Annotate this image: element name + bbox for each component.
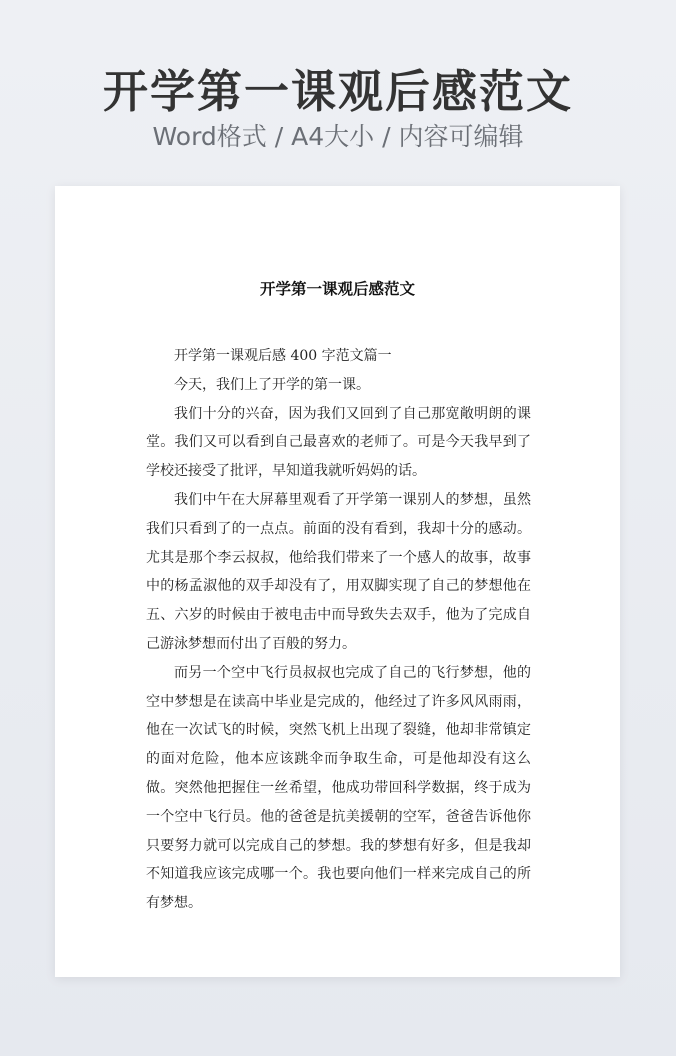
document-paragraph: 今天，我们上了开学的第一课。 [174,376,370,393]
document-page [55,186,620,977]
document-paragraph: 而另一个空中飞行员叔叔也完成了自己的飞行梦想，他的空中梦想是在读高中毕业是完成的，他经过了许多风风雨雨，他在一次试飞的时候，突然飞机上出现了裂缝，他却非常镇定的面对危险，他本应该跳伞而争取生命，可是他却没有这么做。突然他把握住一丝希望，他成功带回科学数据，终于成为一个空中飞行员。他的爸爸是抗美援朝的空军，爸爸告诉他你只要努力就可以完成自己的梦想。我的梦想有好多，但是我却不知道我应该完成哪一个。我也要向他们一样来完成自己的所有梦想。 [146,664,531,912]
document-paragraph: 我们十分的兴奋，因为我们又回到了自己那宽敞明朗的课堂。我们又可以看到自己最喜欢的老师了。可是今天我早到了学校还接受了批评，早知道我就听妈妈的话。 [146,405,531,480]
document-paragraph: 我们中午在大屏幕里观看了开学第一课别人的梦想，虽然我们只看到了的一点点。前面的没有看到，我却十分的感动。尤其是那个李云叔叔，他给我们带来了一个感人的故事，故事中的杨孟淑他的双手却没有了，用双脚实现了自己的梦想他在五、六岁的时候由于被电击中而导致失去双手，他为了完成自己游泳梦想而付出了百般的努力。 [146,491,531,652]
banner-title: 开学第一课观后感范文 [102,65,573,118]
banner-subtitle: Word格式 / A4大小 / 内容可编辑 [152,122,524,151]
banner [0,0,676,180]
document-body [146,342,531,918]
document-title: 开学第一课观后感范文 [259,280,415,298]
document-heading-line: 开学第一课观后感 400 字范文篇一 [174,348,392,364]
